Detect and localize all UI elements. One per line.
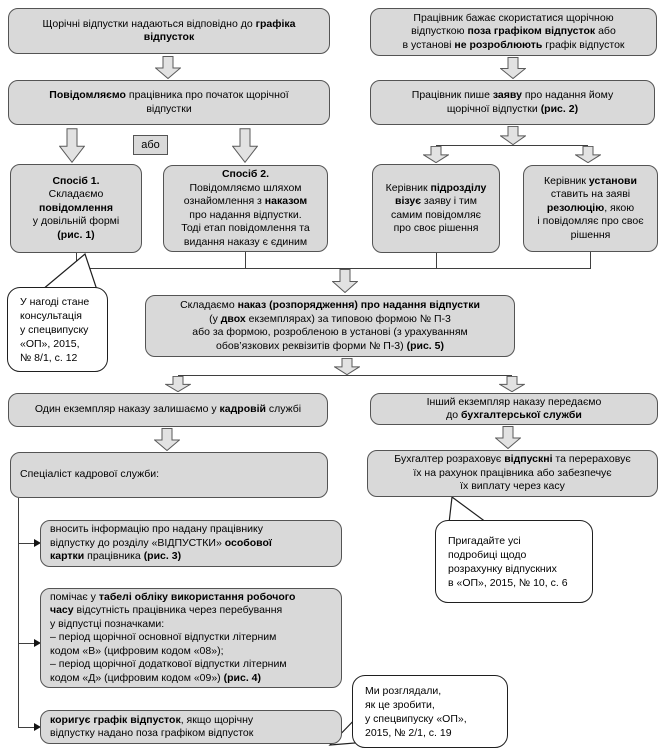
node-timesheet-label: помічає у табелі обліку використання робочого часу відсутність працівника через перебування у відпустці позначками: – період щорічної основної відпустки літерним кодом «В» (цифровим кодом «08»); – період щорічної додаткової відпустки літерним кодом «Д» (цифровим кодом «09») (рис. 4): [50, 590, 296, 684]
node-application-label: Працівник пише заяву про надання йому щорічної відпустки (рис. 2): [411, 89, 614, 115]
node-head-of-unit-label: Керівник підрозділу візує заяву і тим самим повідомляє про своє рішення: [385, 181, 487, 234]
callout-review-reference: [352, 675, 508, 748]
node-method-1-label: Спосіб 1. Складаємо повідомлення у довільній формі (рис. 1): [32, 174, 120, 241]
node-employee-wish-label: Працівник бажає скористатися щорічною відпусткою поза графіком відпусток або в установі не розроблюють графік відпусток: [402, 11, 625, 51]
callout-consultation-label: У нагоді стане консультація у спецвипуску «ОП», 2015, № 8/1, с. 12: [20, 295, 90, 364]
arrow-down-icon: [165, 376, 191, 392]
node-order-label: Складаємо наказ (розпорядження) про надання відпустки (у двох екземплярах) за типовою формою № П-3 або за формою, розробленою в установі (з урахуванням обов’язкових реквізитів форми № П-3) (рис. 5): [180, 299, 480, 352]
or-label-text: або: [141, 139, 160, 151]
node-copy-accounting: [370, 393, 658, 425]
node-personal-card-label: вносить інформацію про надану працівнику відпустку до розділу «ВІДПУСТКИ» особової картки працівника (рис. 3): [50, 523, 272, 563]
arrow-down-icon: [495, 426, 521, 449]
arrow-down-icon: [500, 57, 526, 79]
node-application: [370, 80, 655, 125]
callout-payment-details-label: Пригадайте усі подробиці щодо розрахунку відпускних в «ОП», 2015, № 10, с. 6: [448, 534, 568, 589]
node-method-1: [10, 164, 142, 253]
node-method-2: [163, 165, 328, 252]
node-adjust-schedule: [40, 710, 342, 744]
or-label: [133, 135, 168, 155]
arrow-down-icon: [59, 128, 85, 163]
node-hr-specialist: [10, 452, 328, 498]
arrow-down-icon: [575, 146, 601, 163]
arrow-down-icon: [232, 128, 258, 163]
callout-payment-details: [435, 520, 593, 603]
node-head-of-unit: [372, 164, 500, 253]
arrow-down-icon: [155, 56, 181, 79]
node-copy-hr-label: Один екземпляр наказу залишаємо у кадровій службі: [34, 403, 302, 416]
arrow-down-icon: [332, 269, 358, 293]
node-copy-accounting-label: Інший екземпляр наказу передаємо до бухгалтерської служби: [426, 395, 602, 421]
node-head-of-institution-label: Керівник установи ставить на заяві резолюцію, якою і повідомляє про своє рішення: [537, 174, 644, 241]
node-employee-wish: [370, 8, 657, 56]
node-head-of-institution: [523, 165, 658, 252]
node-personal-card: [40, 520, 342, 567]
node-method-2-label: Спосіб 2. Повідомляємо шляхом ознайомлення з наказом про надання відпустки. Тоді етап повідомлення та видання наказу є єдиним: [181, 168, 310, 248]
node-hr-specialist-label: Спеціаліст кадрової служби:: [20, 468, 160, 481]
node-timesheet: [40, 588, 342, 688]
arrow-down-icon: [423, 146, 449, 163]
callout-review-reference-label: Ми розглядали, як це зробити, у спецвипуску «ОП», 2015, № 2/1, с. 19: [365, 684, 467, 739]
node-adjust-schedule-label: коригує графік відпусток, якщо щорічну відпустку надано поза графіком відпусток: [50, 713, 254, 739]
node-notify-employee: [8, 80, 330, 125]
node-notify-employee-label: Повідомляємо працівника про початок щорічної відпустки: [49, 89, 289, 115]
node-annual-schedule: [8, 8, 330, 54]
node-copy-hr: [8, 393, 328, 427]
arrow-down-icon: [334, 358, 360, 375]
arrow-down-icon: [500, 126, 526, 145]
arrow-down-icon: [154, 428, 180, 451]
arrow-down-icon: [499, 376, 525, 392]
node-annual-schedule-label: Щорічні відпустки надаються відповідно до графіка відпусток: [42, 17, 296, 43]
node-accountant: [367, 450, 658, 497]
node-order: [145, 295, 515, 357]
callout-consultation: [7, 287, 108, 372]
node-accountant-label: Бухгалтер розраховує відпускні та перераховує їх на рахунок працівника або забезпечує їх виплату через касу: [394, 453, 631, 493]
